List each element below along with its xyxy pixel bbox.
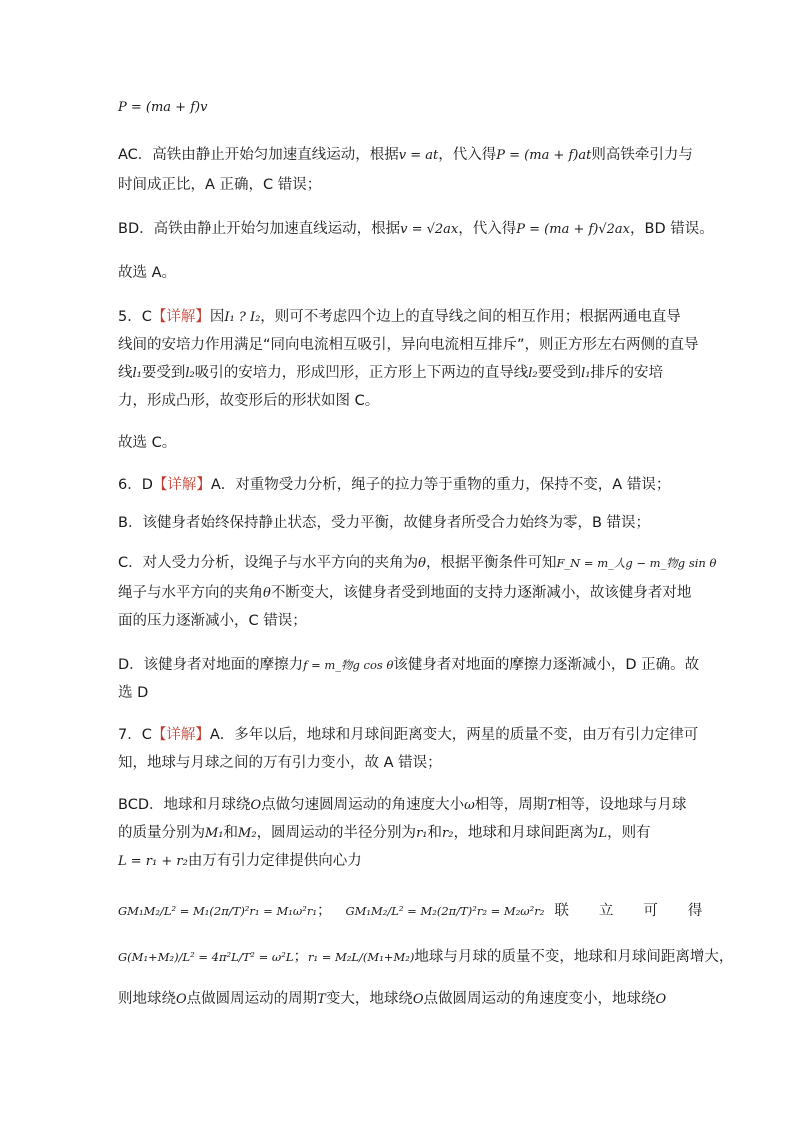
text: ； — [316, 903, 332, 919]
paragraph-ac-line1 — [118, 140, 693, 171]
text: ，代入得 — [438, 147, 497, 163]
question-number: 7．C — [118, 727, 152, 743]
text: 排斥的安培 — [590, 365, 663, 381]
q6-line3 — [118, 548, 717, 579]
text: ，BD 错误。 — [630, 221, 714, 237]
text: 选 D — [118, 685, 149, 701]
text: 点做匀速圆周运动的角速度大小 — [261, 797, 465, 813]
text: 故选 A。 — [118, 265, 177, 281]
math-equation-r1: r₁ = M₂L/(M₁+M₂) — [307, 950, 415, 964]
math-o: O — [655, 992, 667, 1007]
q6-line5 — [118, 606, 678, 636]
math-normal-force: F_N = m_人g − m_物g sin θ — [556, 556, 717, 570]
text: 因 — [209, 309, 225, 325]
math-t: T — [547, 798, 556, 813]
math-o: O — [412, 992, 424, 1007]
text: ，根据平衡条件可知 — [425, 555, 557, 571]
math-theta: θ — [418, 556, 426, 571]
text: 该健身者对地面的摩擦力逐渐减小，D 正确。故 — [393, 657, 700, 673]
text: C．对人受力分析，设绳子与水平方向的夹角为 — [118, 555, 419, 571]
detail-tag: 【详解】 — [152, 477, 211, 493]
text: BCD．地球和月球绕 — [118, 797, 251, 813]
q6-line2 — [118, 508, 678, 538]
text: 点做圆周运动的角速度变小，地球绕 — [423, 991, 656, 1007]
math-l: L — [598, 826, 608, 841]
text: AC．高铁由静止开始匀加速直线运动，根据 — [118, 147, 399, 163]
q6-line1 — [118, 470, 678, 500]
math-r2: r₂ — [442, 826, 454, 841]
math-m1: M₁ — [205, 826, 224, 841]
q5-line3 — [118, 358, 678, 389]
text: 和 — [427, 825, 442, 841]
q7-line8 — [118, 984, 678, 1015]
text: ，圆周运动的半径分别为 — [256, 825, 417, 841]
text: BD．高铁由静止开始匀加速直线运动，根据 — [118, 221, 401, 237]
text: 线间的安培力作用满足“同向电流相互吸引，异向电流相互排斥”，则正方形左右两侧的直导 — [118, 337, 699, 353]
q7-line7 — [118, 942, 734, 972]
math-v-at: v = at — [398, 148, 439, 163]
text: 点做圆周运动的周期 — [186, 991, 318, 1007]
text: D．该健身者对地面的摩擦力 — [118, 657, 304, 673]
text: 时间成正比，A 正确，C 错误； — [118, 177, 322, 193]
text: 相等，设地球与月球 — [555, 797, 687, 813]
text: ，地球和月球间距离为 — [453, 825, 599, 841]
paragraph-bd-line1 — [118, 214, 714, 245]
q5-line2 — [118, 330, 699, 360]
q7-line4 — [118, 818, 678, 849]
q7-equation-row — [118, 896, 703, 928]
math-l-sum: L = r₁ + r₂ — [118, 854, 188, 869]
math-l2: l₂ — [185, 366, 195, 381]
detail-tag: 【详解】 — [151, 727, 210, 743]
math-equation-combined: G(M₁+M₂)/L² = 4π²L/T² = ω²L — [118, 950, 294, 964]
math-r1: r₁ — [416, 826, 428, 841]
math-friction: f = m_物g cos θ — [303, 658, 394, 672]
math-equation-earth: GM₁M₂/L² = M₁(2π/T)²r₁ = M₁ω²r₁ — [118, 904, 317, 918]
equation-power — [118, 92, 678, 123]
text: 由万有引力定律提供向心力 — [187, 853, 362, 869]
math-t: T — [317, 992, 326, 1007]
detail-tag: 【详解】 — [151, 309, 210, 325]
math-l1: l₁ — [581, 366, 591, 381]
selection-c — [118, 428, 678, 458]
text: 立 — [598, 903, 614, 919]
text: B．该健身者始终保持静止状态，受力平衡，故健身者所受合力始终为零，B 错误； — [118, 515, 651, 531]
math-o: O — [250, 798, 262, 813]
q6-line4 — [118, 578, 692, 609]
text: ，则有 — [607, 825, 651, 841]
math-l2: l₂ — [528, 366, 538, 381]
math-current-relation: I₁ ? I₂ — [224, 310, 261, 325]
text: 知，地球与月球之间的万有引力变小，故 A 错误； — [118, 755, 442, 771]
math-v-sqrt: v = √2ax — [400, 222, 459, 237]
text: 联 — [554, 903, 569, 919]
math-equation-moon: GM₁M₂/L² = M₂(2π/T)²r₂ = M₂ω²r₂ — [345, 904, 545, 918]
q7-line5 — [118, 846, 678, 877]
q5-line4 — [118, 386, 678, 416]
selection-a — [118, 258, 678, 288]
q7-line2 — [118, 748, 678, 778]
text: 和 — [223, 825, 239, 841]
text: A．对重物受力分析，绳子的拉力等于重物的重力，保持不变，A 错误； — [210, 477, 671, 493]
text: 的质量分别为 — [118, 825, 205, 841]
q7-line1 — [118, 720, 699, 750]
q6-line6 — [118, 650, 700, 680]
text: 故选 C。 — [118, 435, 177, 451]
question-number: 6．D — [118, 477, 153, 493]
question-number: 5．C — [118, 309, 152, 325]
text: ，则可不考虑四个边上的直导线之间的相互作用；根据两通电直导 — [260, 309, 681, 325]
text: 相等，周期 — [474, 797, 548, 813]
math-p-sqrt: P = (ma + f)√2ax — [516, 222, 630, 237]
text: 绳子与水平方向的夹角 — [118, 585, 263, 601]
text: 要受到 — [537, 365, 582, 381]
text: A．多年以后，地球和月球间距离变大，两星的质量不变，由万有引力定律可 — [209, 727, 699, 743]
text: ； — [293, 949, 308, 965]
text: 得 — [687, 903, 703, 919]
text: 地球与月球的质量不变，地球和月球间距离增大， — [414, 949, 734, 965]
text: 力，形成凸形，故变形后的形状如图 C。 — [118, 393, 380, 409]
q6-line7 — [118, 678, 678, 708]
q5-line1 — [118, 302, 681, 333]
paragraph-ac-line2 — [118, 170, 678, 200]
text: 线 — [118, 365, 133, 381]
text: 不断变大，该健身者受到地面的支持力逐渐减小，故该健身者对地 — [270, 585, 692, 601]
text: ，代入得 — [458, 221, 517, 237]
math-o: O — [176, 992, 187, 1007]
math-theta: θ — [263, 586, 271, 601]
math-l1: l₁ — [132, 366, 142, 381]
math-m2: M₂ — [238, 826, 257, 841]
text: 变大，地球绕 — [325, 991, 413, 1007]
q7-line3 — [118, 790, 687, 821]
text: 则高铁牵引力与 — [591, 147, 693, 163]
math-p-equals: P = (ma + f)v — [118, 100, 208, 115]
text: 吸引的安培力，形成凹形，正方形上下两边的直导线 — [194, 365, 529, 381]
text: 可 — [643, 903, 658, 919]
math-omega: ω — [464, 798, 475, 813]
text: 则地球绕 — [118, 991, 176, 1007]
text: 面的压力逐渐减小，C 错误； — [118, 613, 307, 629]
text: 要受到 — [141, 365, 186, 381]
math-p-at: P = (ma + f)at — [496, 148, 592, 163]
